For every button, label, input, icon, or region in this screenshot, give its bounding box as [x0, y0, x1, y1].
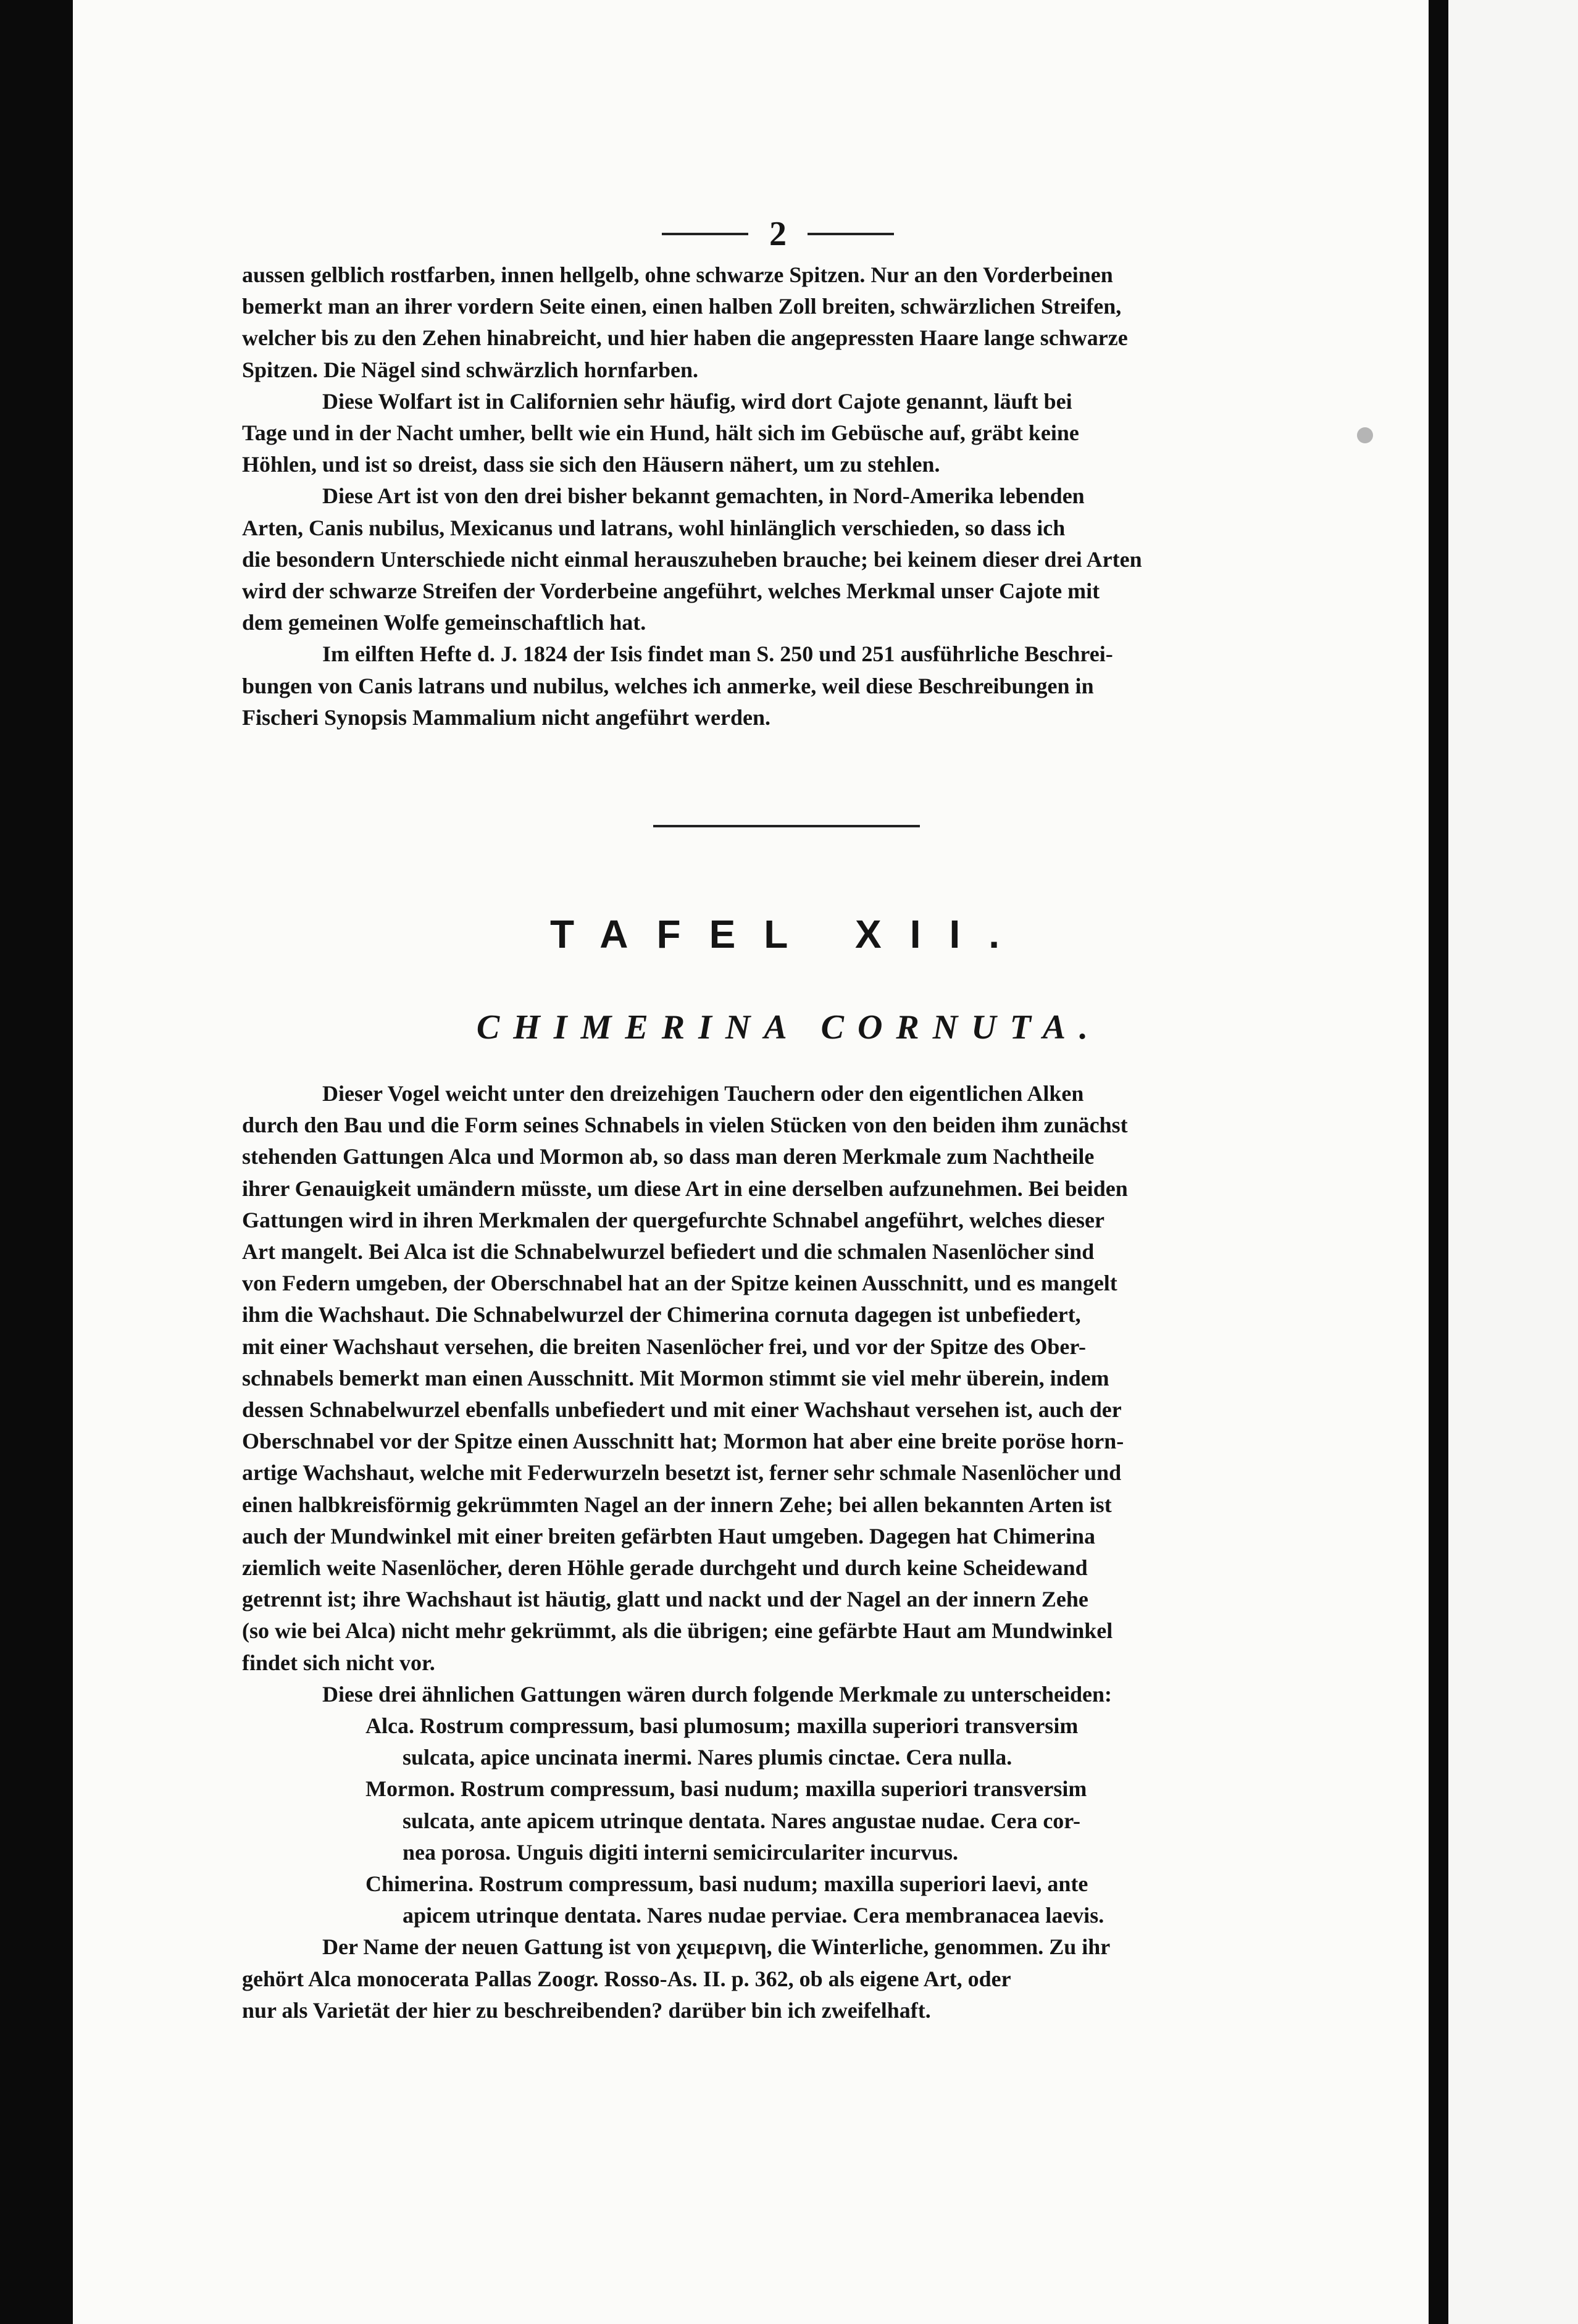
- text-line: Gattungen wird in ihren Merkmalen der quergefurchte Schnabel angeführt, welches dieser: [242, 1207, 1104, 1232]
- page-number-header: [654, 212, 901, 256]
- text-line: mit einer Wachshaut versehen, die breiten Nasenlöcher frei, und vor der Spitze des Ober-: [242, 1334, 1086, 1359]
- section-divider: [653, 825, 920, 827]
- text-line: Der Name der neuen Gattung ist von χειμερινη, die Winterliche, genommen. Zu ihr: [322, 1934, 1111, 1960]
- species-heading: CHIMERINA CORNUTA.: [476, 1008, 1102, 1047]
- text-line: ziemlich weite Nasenlöcher, deren Höhle gerade durchgeht und durch keine Scheidewand: [242, 1555, 1088, 1581]
- text-line: Diese Wolfart ist in Californien sehr häufig, wird dort Cajote genannt, läuft bei: [322, 388, 1072, 414]
- text-line: Oberschnabel vor der Spitze einen Ausschnitt hat; Mormon hat aber eine breite poröse horn-: [242, 1429, 1124, 1454]
- text-line: Im eilften Hefte d. J. 1824 der Isis findet man S. 250 und 251 ausführliche Beschrei-: [322, 642, 1113, 667]
- text-line: Höhlen, und ist so dreist, dass sie sich den Häusern nähert, um zu stehlen.: [242, 452, 940, 477]
- text-line: nea porosa. Unguis digiti interni semicirculariter incurvus.: [403, 1839, 959, 1865]
- text-line: artige Wachshaut, welche mit Federwurzeln besetzt ist, ferner sehr schmale Nasenlöcher und: [242, 1460, 1122, 1486]
- text-line: dem gemeinen Wolfe gemeinschaftlich hat.: [242, 610, 646, 635]
- text-line: bungen von Canis latrans und nubilus, welches ich anmerke, weil diese Beschreibungen in: [242, 673, 1094, 698]
- text-line: Tage und in der Nacht umher, bellt wie ein Hund, hält sich im Gebüsche auf, gräbt keine: [242, 420, 1079, 446]
- text-line: schnabels bemerkt man einen Ausschnitt. Mit Mormon stimmt sie viel mehr überein, indem: [242, 1365, 1109, 1390]
- text-line: Diese drei ähnlichen Gattungen wären durch folgende Merkmale zu unterscheiden:: [322, 1681, 1112, 1707]
- main-section-text: [242, 1078, 1335, 2026]
- header-dash-right: [808, 233, 894, 235]
- text-line: ihm die Wachshaut. Die Schnabelwurzel der Chimerina cornuta dagegen ist unbefiedert,: [242, 1302, 1081, 1327]
- adjacent-page-edge: [1448, 0, 1578, 2324]
- text-line: sulcata, apice uncinata inermi. Nares plumis cinctae. Cera nulla.: [403, 1745, 1012, 1770]
- text-line: die besondern Unterschiede nicht einmal herauszuheben brauche; bei keinem dieser drei Arten: [242, 546, 1142, 572]
- text-line: auch der Mundwinkel mit einer breiten gefärbten Haut umgeben. Dagegen hat Chimerina: [242, 1523, 1095, 1549]
- text-line: Alca. Rostrum compressum, basi plumosum; maxilla superiori transversim: [365, 1713, 1079, 1739]
- text-line: Fischeri Synopsis Mammalium nicht angeführt werden.: [242, 704, 771, 730]
- text-line: Art mangelt. Bei Alca ist die Schnabelwurzel befiedert und die schmalen Nasenlöcher sind: [242, 1239, 1095, 1264]
- text-line: bemerkt man an ihrer vordern Seite einen, einen halben Zoll breiten, schwärzlichen Streifen,: [242, 294, 1122, 319]
- text-line: sulcata, ante apicem utrinque dentata. Nares angustae nudae. Cera cor-: [403, 1808, 1080, 1833]
- text-line: dessen Schnabelwurzel ebenfalls unbefiedert und mit einer Wachshaut versehen ist, auch der: [242, 1397, 1122, 1423]
- text-line: stehenden Gattungen Alca und Mormon ab, so dass man deren Merkmale zum Nachtheile: [242, 1144, 1095, 1169]
- header-dash-left: [662, 233, 748, 235]
- text-line: gehört Alca monocerata Pallas Zoogr. Rosso-As. II. p. 362, ob als eigene Art, oder: [242, 1966, 1011, 1991]
- text-line: Diese Art ist von den drei bisher bekannt gemachten, in Nord-Amerika lebenden: [322, 483, 1085, 509]
- text-line: von Federn umgeben, der Oberschnabel hat an der Spitze keinen Ausschnitt, und es mangelt: [242, 1271, 1117, 1296]
- text-line: (so wie bei Alca) nicht mehr gekrümmt, als die übrigen; eine gefärbte Haut am Mundwinkel: [242, 1618, 1113, 1644]
- page-number: 2: [769, 215, 787, 253]
- text-line: ihrer Genauigkeit umändern müsste, um diese Art in eine derselben aufzunehmen. Bei beiden: [242, 1176, 1128, 1201]
- plate-heading: TAFEL XII.: [549, 912, 1029, 956]
- scan-speck: [1357, 427, 1373, 443]
- text-line: Arten, Canis nubilus, Mexicanus und latrans, wohl hinlänglich verschieden, so dass ich: [242, 515, 1066, 540]
- top-section-text: [242, 259, 1335, 734]
- text-line: durch den Bau und die Form seines Schnabels in vielen Stücken von den beiden ihm zunächst: [242, 1113, 1128, 1138]
- text-line: Mormon. Rostrum compressum, basi nudum; maxilla superiori transversim: [365, 1776, 1087, 1802]
- text-line: aussen gelblich rostfarben, innen hellgelb, ohne schwarze Spitzen. Nur an den Vorderbeinen: [242, 262, 1113, 287]
- text-line: findet sich nicht vor.: [242, 1650, 435, 1675]
- text-line: Dieser Vogel weicht unter den dreizehigen Tauchern oder den eigentlichen Alken: [322, 1081, 1084, 1106]
- text-line: apicem utrinque dentata. Nares nudae perviae. Cera membranacea laevis.: [403, 1903, 1104, 1928]
- text-line: welcher bis zu den Zehen hinabreicht, und hier haben die angepressten Haare lange schwarze: [242, 325, 1128, 351]
- text-line: wird der schwarze Streifen der Vorderbeine angeführt, welches Merkmal unser Cajote mit: [242, 579, 1100, 604]
- text-line: Chimerina. Rostrum compressum, basi nudum; maxilla superiori laevi, ante: [365, 1871, 1088, 1897]
- text-line: nur als Varietät der hier zu beschreibenden? darüber bin ich zweifelhaft.: [242, 1997, 931, 2023]
- text-line: einen halbkreisförmig gekrümmten Nagel an der innern Zehe; bei allen bekannten Arten ist: [242, 1492, 1112, 1517]
- text-line: getrennt ist; ihre Wachshaut ist häutig, glatt und nackt und der Nagel an der innern Zehe: [242, 1587, 1088, 1612]
- text-line: Spitzen. Die Nägel sind schwärzlich hornfarben.: [242, 357, 699, 382]
